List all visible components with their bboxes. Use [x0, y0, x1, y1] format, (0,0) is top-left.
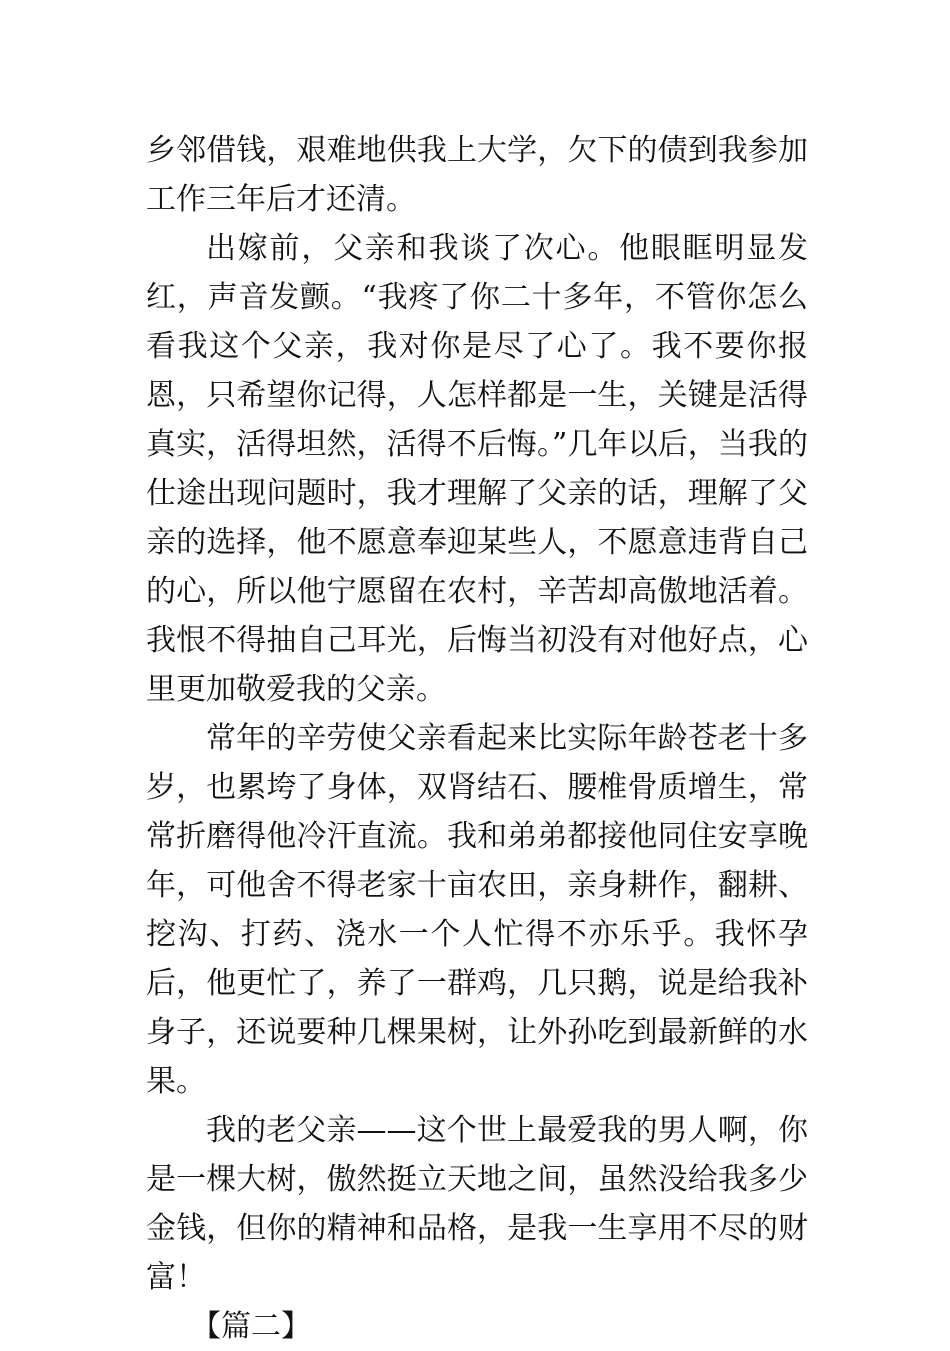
paragraph-2: 出嫁前，父亲和我谈了次心。他眼眶明显发红，声音发颤。“我疼了你二十多年，不管你怎么看我这个父亲，我对你是尽了心了。我不要你报恩，只希望你记得，人怎样都是一生，关键是活得真实，活得坦然，活得不后悔。”几年以后，当我的仕途出现问题时，我才理解了父亲的话，理解了父亲的选择，他不愿意奉迎某些人，不愿意违背自己的心，所以他宁愿留在农村，辛苦却高傲地活着。我恨不得抽自己耳光，后悔当初没有对他好点，心里更加敬爱我的父亲。	[146, 231, 808, 707]
paragraph-1: 乡邻借钱，艰难地供我上大学，欠下的债到我参加工作三年后才还清。	[146, 133, 808, 217]
article-body	[146, 126, 808, 1351]
section-heading: 【篇二】	[191, 1309, 311, 1344]
paragraph-4: 我的老父亲——这个世上最爱我的男人啊，你是一棵大树，傲然挺立天地之间，虽然没给我多少金钱，但你的精神和品格，是我一生享用不尽的财富！	[146, 1113, 808, 1295]
paragraph-3: 常年的辛劳使父亲看起来比实际年龄苍老十多岁，也累垮了身体，双肾结石、腰椎骨质增生，常常折磨得他冷汗直流。我和弟弟都接他同住安享晚年，可他舍不得老家十亩农田，亲身耕作，翻耕、挖沟、打药、浇水一个人忙得不亦乐乎。我怀孕后，他更忙了，养了一群鸡，几只鹅，说是给我补身子，还说要种几棵果树，让外孙吃到最新鲜的水果。	[146, 721, 808, 1099]
